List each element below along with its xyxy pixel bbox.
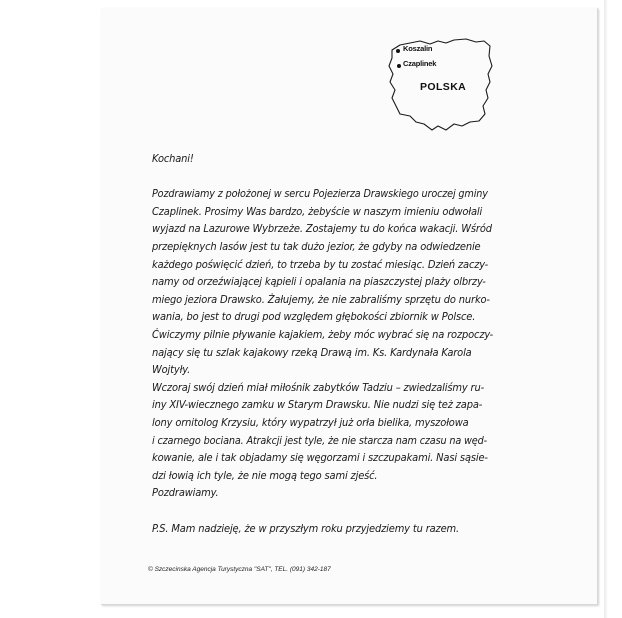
letter-closing: Pozdrawiamy. xyxy=(152,486,219,500)
letter-salutation: Kochani! xyxy=(152,152,194,165)
map-city-czaplinek: Czaplinek xyxy=(403,59,437,68)
publisher-footer: © Szczecinska Agencja Turystyczna "SAT", TEL. (091) 342-187 xyxy=(148,566,331,573)
letter-postscript: P.S. Mam nadzieję, że w przyszłym roku przyjedziemy tu razem. xyxy=(152,521,460,535)
letter-line: nający się tu szlak kajakowy rzeką Drawą im. Ks. Kardynała Karola xyxy=(152,345,472,359)
letter-line: kowanie, ale i tak objadamy się węgorzami i szczupakami. Nasi sąsie- xyxy=(152,451,488,465)
letter-line: namy od orzeźwiającej kąpieli i opalania na piaszczystej plaży olbrzy- xyxy=(152,275,486,289)
letter-line: iny XIV-wiecznego zamku w Starym Drawsku. Nie nudzi się też zapa- xyxy=(152,398,483,412)
blank-line xyxy=(152,168,492,186)
letter-line: Czaplinek. Prosimy Was bardzo, żebyście w naszym imieniu odwołali xyxy=(152,204,483,218)
letter-line: wania, bo jest to drugi pod względem głębokości zbiornik w Polsce. xyxy=(152,310,476,324)
letter-line: przepięknych lasów jest tu tak dużo jezior, że gdyby na odwiedzenie xyxy=(152,239,481,253)
letter-line: wyjazd na Lazurowe Wybrzeże. Zostajemy tu do końca wakacji. Wśród xyxy=(152,222,492,236)
koszalin-dot-icon xyxy=(396,49,400,53)
letter-line: i czarnego bociana. Atrakcji jest tyle, że nie starcza nam czasu na węd- xyxy=(152,433,487,447)
map-city-koszalin: Koszalin xyxy=(403,44,433,53)
letter-line: Ćwiczymy pilnie pływanie kajakiem, żeby móc wybrać się na rozpoczy- xyxy=(152,327,494,341)
letter-line: miego jeziora Drawsko. Żałujemy, że nie zabraliśmy sprzętu do nurko- xyxy=(152,292,490,306)
blank-line xyxy=(152,502,492,520)
poland-map xyxy=(386,36,494,144)
letter-line: każdego poświęcić dzień, to trzeba by tu zostać miesiąc. Dzień zaczy- xyxy=(152,257,489,271)
letter-line: lony ornitolog Krzysiu, który wypatrzył już orła bielika, myszołowa xyxy=(152,415,469,429)
letter-text xyxy=(152,150,492,537)
letter-line: Pozdrawiamy z położonej w sercu Pojezierza Drawskiego uroczej gminy xyxy=(152,187,488,201)
czaplinek-dot-icon xyxy=(397,64,401,68)
map-country-label: POLSKA xyxy=(420,81,467,93)
scan-edge-shadow xyxy=(604,0,608,618)
letter-line: Wojtyły. xyxy=(152,363,191,377)
letter-line: dzi łowią ich tyle, że nie mogą tego sami zjeść. xyxy=(152,468,378,482)
letter-line: Wczoraj swój dzień miał miłośnik zabytków Tadziu – zwiedzaliśmy ru- xyxy=(152,380,485,394)
